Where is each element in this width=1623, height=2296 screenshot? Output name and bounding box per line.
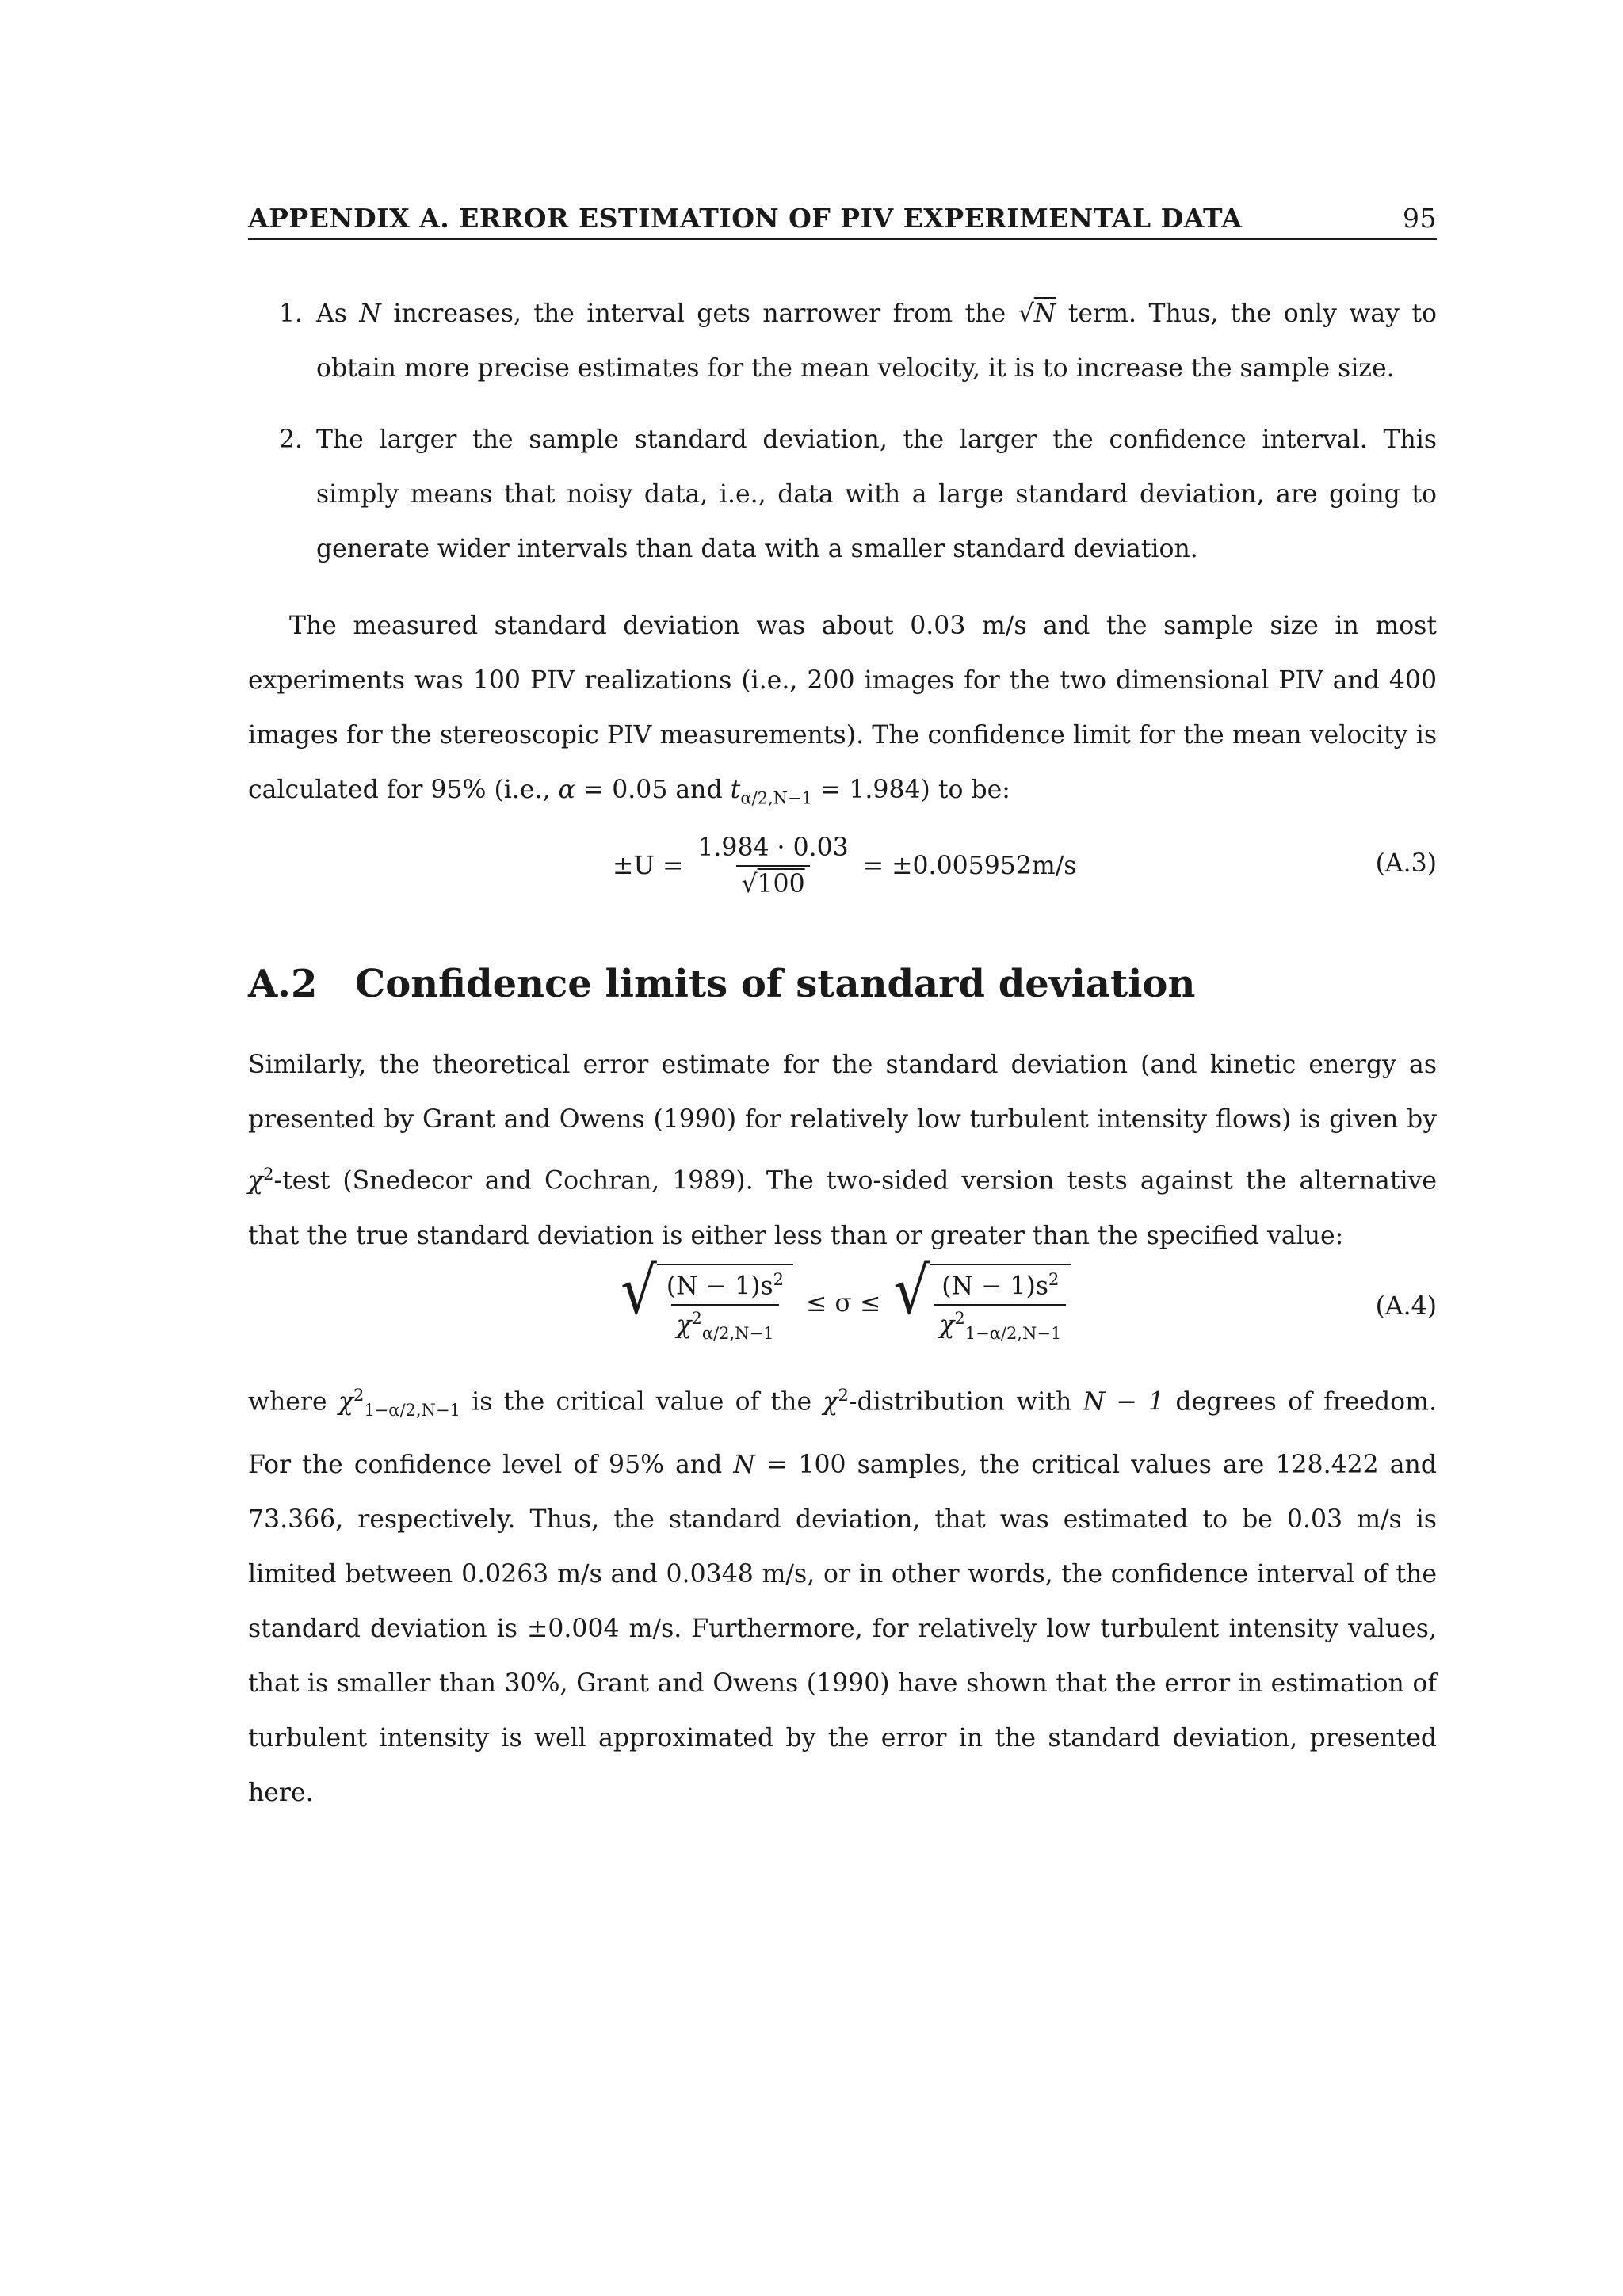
equation-label: (A.3) (1375, 849, 1437, 878)
sqrt-left: √ $\frac{(N - 1)s^2}{\chi^2_{\alpha/2,N-1}}$ (621, 1264, 793, 1342)
page-number: 95 (1403, 203, 1437, 234)
paragraph-chi-test: Similarly, the theoretical error estimate for the standard deviation (and kinetic energy as presented by Grant and Owens (1990) for relatively low turbulent intensity flows) is given by $\chi^2$-test (Snedecor and Cochran, 1989). The two-sided version tests against the alternative that the true standard deviation is either less than or greater than the specified value: (248, 1051, 1437, 1250)
list-item-2 (279, 413, 1437, 577)
running-header (248, 203, 1437, 240)
sqrt-right: √ $\frac{(N - 1)s^2}{\chi^2_{1-\alpha/2,N-1}}$ (893, 1264, 1071, 1342)
equation-a4: √ $\frac{(N - 1)s^2}{\chi^2_{\alpha/2,N-1}}$ ≤ σ ≤ √ $\frac{(N - 1)s^2}{\chi^2_{1-\alpha/2,N-1}}$ (A.4) (621, 1252, 1437, 1343)
section-heading (248, 962, 1195, 1006)
list-item-text: The larger the sample standard deviation, the larger the confidence interval. This simply means that noisy data, i.e., data with a large standard deviation, are going to generate wider intervals than data with a smaller standard deviation. (316, 425, 1437, 563)
section-number: A.2 (248, 962, 318, 1006)
list-item-text: As N increases, the interval gets narrower from the √N term. Thus, the only way to obtain more precise estimates for the mean velocity, it is to increase the sample size. (316, 299, 1437, 383)
header-title: APPENDIX A. ERROR ESTIMATION OF PIV EXPERIMENTAL DATA (248, 203, 1243, 234)
fraction: $\frac{1.984 \cdot 0.03}{√100}$ (697, 833, 849, 898)
equation-label: (A.4) (1375, 1292, 1437, 1321)
equation-a3: ±U = $\frac{1.984 \cdot 0.03}{√100}$ = ±0.005952m/s (A.3) (613, 833, 1437, 898)
paragraph-critical-values: where $\chi^2_{1-\alpha/2,N-1}$ is the critical value of the $\chi^2$-distribution with N − 1 degrees of freedom. For the confidence level of 95% and N = 100 samples, the critical values are 128.422 and 73.366, respectively. Thus, the standard deviation, that was estimated to be 0.03 m/s is limited between 0.0263 m/s and 0.0348 m/s, or in other words, the confidence interval of the standard deviation is ±0.004 m/s. Furthermore, for relatively low turbulent intensity values, that is smaller than 30%, Grant and Owens (1990) have shown that the error in estimation of turbulent intensity is well approximated by the error in the standard deviation, presented here. (248, 1386, 1437, 1807)
section-title: Confidence limits of standard deviation (355, 962, 1196, 1006)
list-item-1 (279, 287, 1437, 396)
list-marker: 1. (279, 299, 304, 328)
list-marker: 2. (279, 425, 304, 454)
paragraph-mean-velocity: The measured standard deviation was about 0.03 m/s and the sample size in most experiments was 100 PIV realizations (i.e., 200 images for the two dimensional PIV and 400 images for the stereoscopic PIV measurements). The confidence limit for the mean velocity is calculated for 95% (i.e., α = 0.05 and $t_{\alpha/2,N-1} = 1.984$) to be: (248, 612, 1437, 808)
